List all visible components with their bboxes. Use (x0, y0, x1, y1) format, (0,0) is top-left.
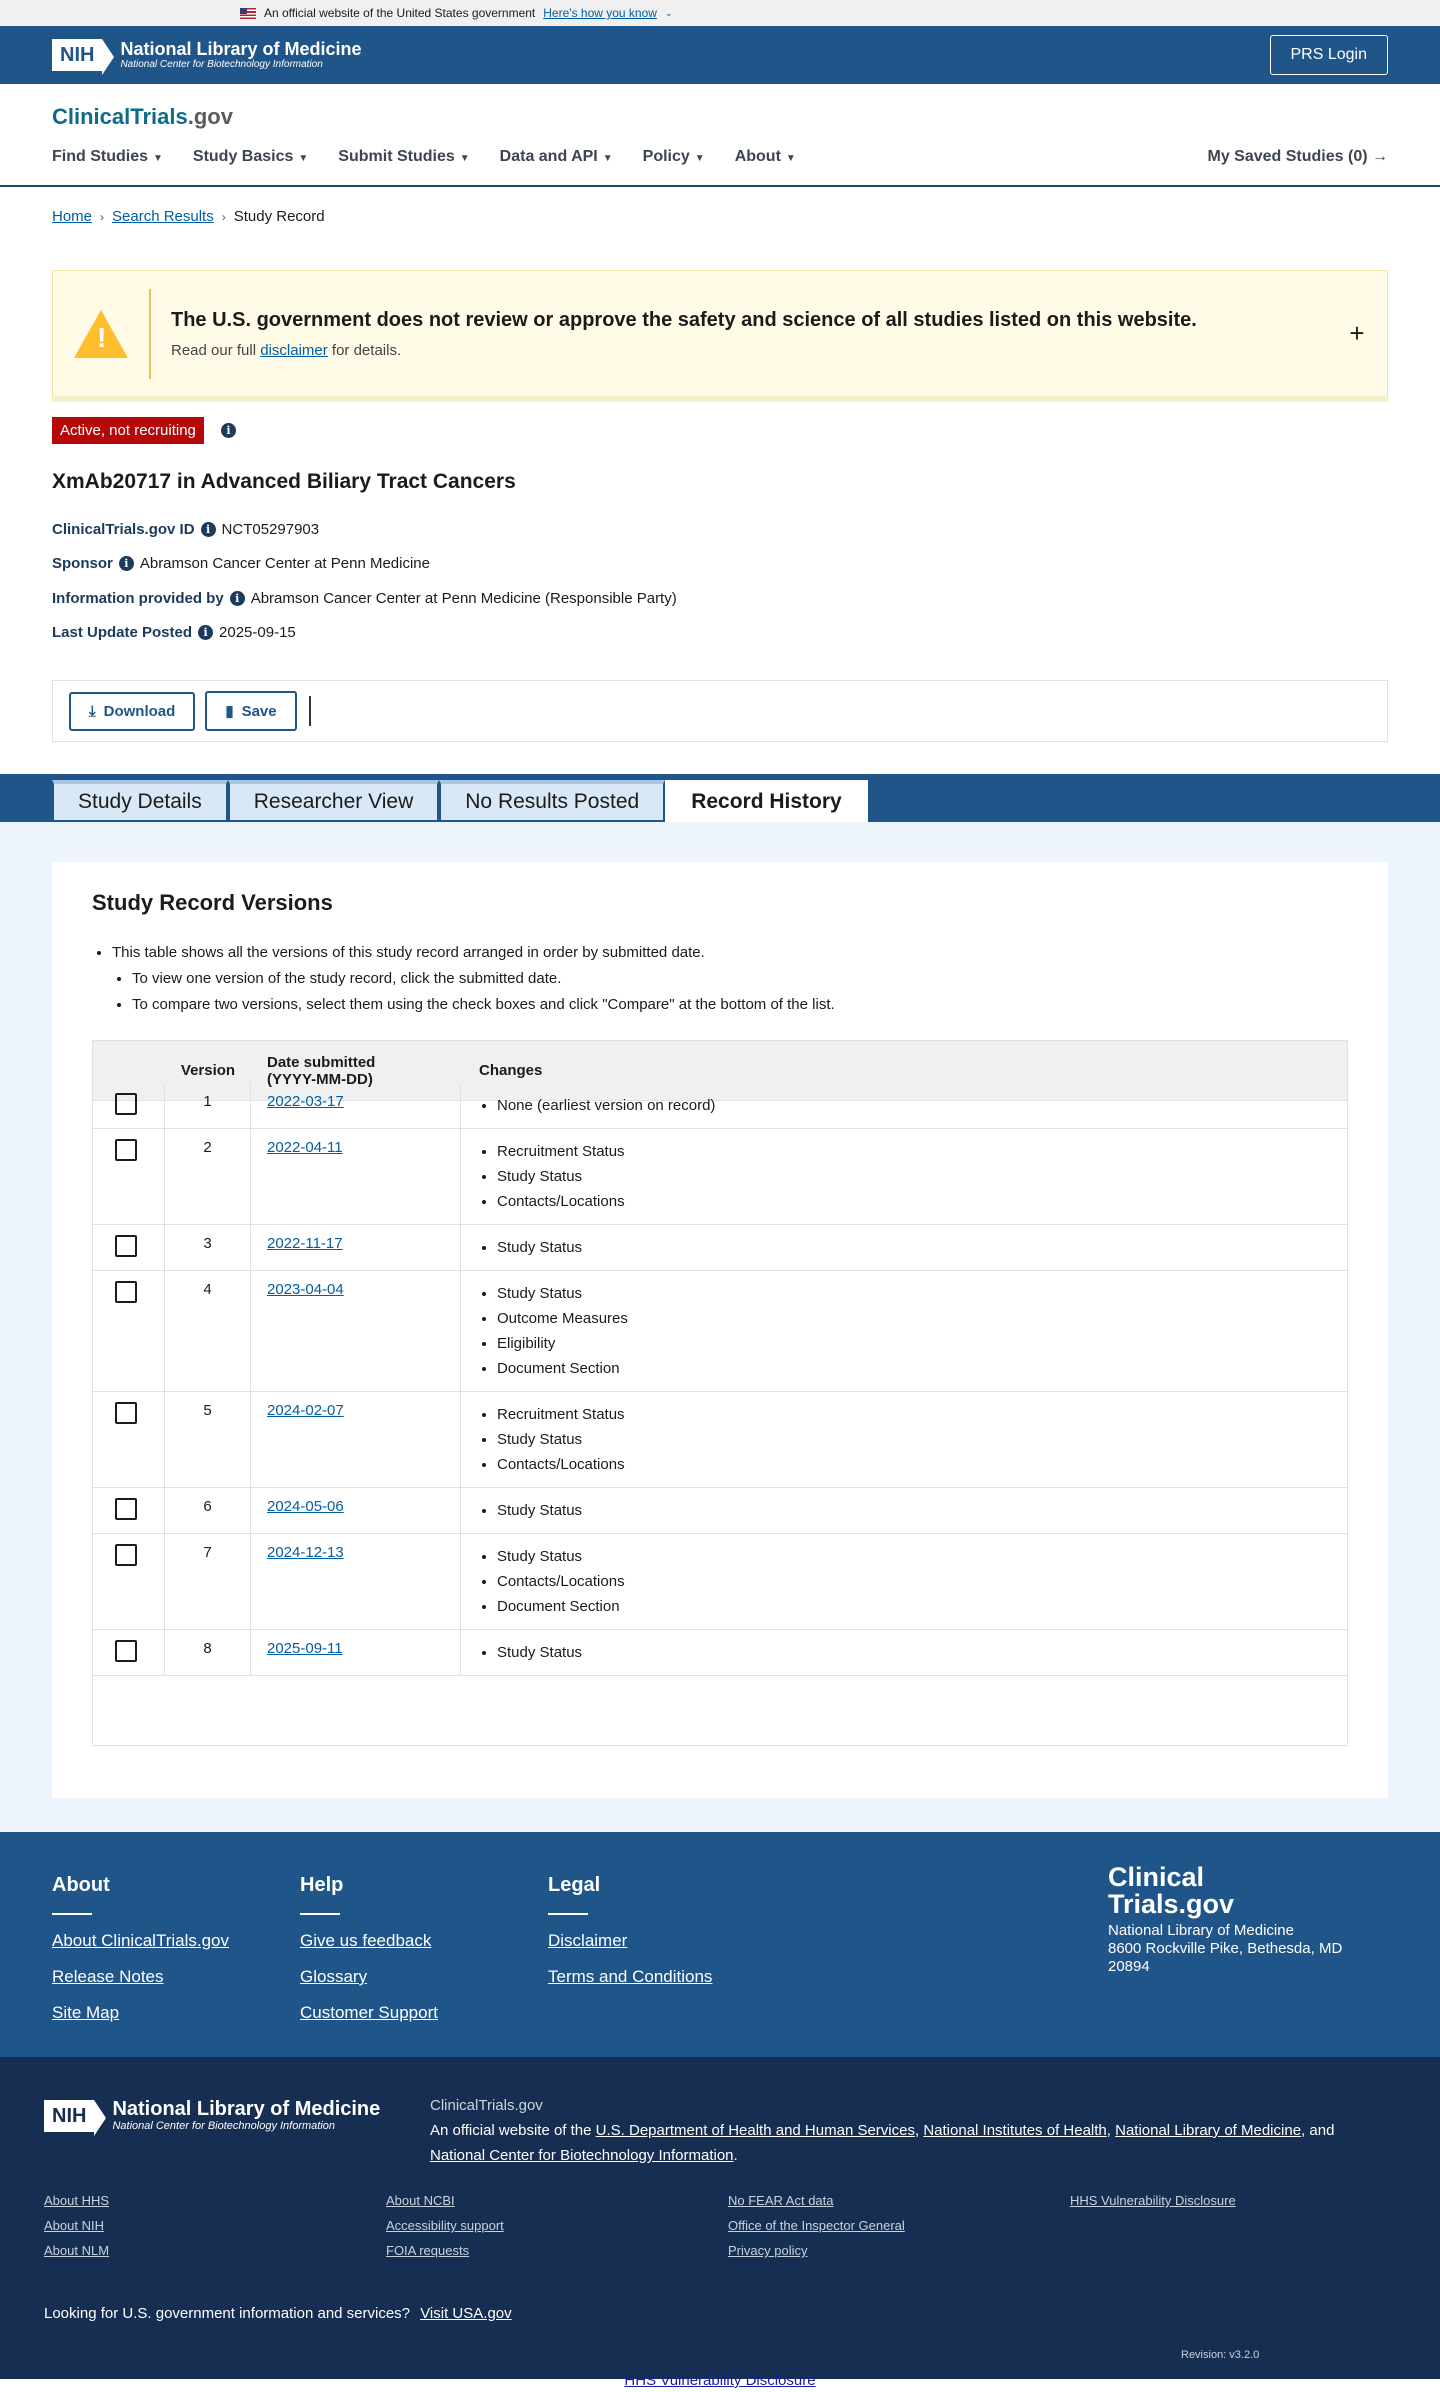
how-you-know-link[interactable]: Here's how you know (543, 6, 657, 20)
nav-submit-studies[interactable] (338, 148, 469, 166)
gov-banner-text: An official website of the United States government (264, 6, 536, 20)
version-number: 2 (165, 1129, 251, 1224)
nav-policy[interactable] (643, 148, 705, 166)
footer-link[interactable]: About HHS (44, 2193, 110, 2208)
footer-link[interactable]: HHS Vulnerability Disclosure (1070, 2193, 1236, 2208)
change-item: • Eligibility (497, 1331, 1347, 1356)
changes-cell (461, 1630, 1347, 1675)
date-cell (251, 1630, 461, 1675)
chevron-down-icon: ▼ (602, 153, 613, 164)
col-date-line2: (YYYY-MM-DD) (267, 1070, 373, 1088)
footer-link[interactable]: Privacy policy (728, 2243, 808, 2258)
change-item: • Study Status (497, 1498, 1347, 1523)
table-row (93, 1225, 1347, 1271)
breadcrumb-current: Study Record (233, 208, 325, 225)
nih-logo-icon: NIH (44, 2100, 94, 2132)
checkbox-cell (93, 1488, 165, 1533)
chevron-down-icon: ⌄ (664, 7, 673, 18)
footer-link[interactable]: Disclaimer (548, 1931, 628, 1950)
footer-site-name: ClinicalTrials.gov (430, 2097, 543, 2114)
change-item: • Outcome Measures (497, 1306, 1347, 1331)
nav-label: Find Studies (52, 148, 148, 165)
col-version: Version (180, 1062, 236, 1079)
changes-cell (461, 1488, 1347, 1533)
last-update-value: 2025-09-15 (219, 624, 296, 641)
footer-about-col (52, 1874, 229, 2039)
version-date-link[interactable]: 2022-04-11 (267, 1139, 343, 1156)
nav-label: Data and API (499, 148, 598, 165)
table-row (93, 1392, 1347, 1488)
changes-cell (461, 1271, 1347, 1391)
table-row (93, 1083, 1347, 1129)
footer-address-3: 20894 (1108, 1958, 1150, 1975)
footer-link[interactable]: Accessibility support (386, 2218, 504, 2233)
table-body (93, 1083, 1347, 1676)
info-provided-value: Abramson Cancer Center at Penn Medicine (Responsible Party) (250, 590, 677, 607)
footer-nih-link[interactable]: National Institutes of Health (923, 2122, 1107, 2139)
footer-address-2: 8600 Rockville Pike, Bethesda, MD (1108, 1940, 1343, 1957)
version-date-link[interactable]: 2024-02-07 (267, 1402, 344, 1419)
nav-study-basics[interactable] (193, 148, 308, 166)
change-item: • Document Section (497, 1594, 1347, 1619)
nlm-footer-logo[interactable] (44, 2099, 380, 2132)
change-item: • Study Status (497, 1640, 1347, 1665)
date-cell (251, 1534, 461, 1629)
footer-legal-col (548, 1874, 712, 2003)
usa-gov-link[interactable]: Visit USA.gov (420, 2305, 512, 2322)
footer-ncbi-link[interactable]: National Center for Biotechnology Information (430, 2147, 734, 2164)
version-checkbox[interactable] (115, 1235, 137, 1257)
footer-link[interactable]: Office of the Inspector General (728, 2218, 905, 2233)
nlm-subtitle: National Center for Biotechnology Information (120, 58, 323, 70)
sponsor-value: Abramson Cancer Center at Penn Medicine (139, 555, 430, 572)
version-checkbox[interactable] (115, 1402, 137, 1424)
checkbox-cell (93, 1534, 165, 1629)
disclaimer-pre: Read our full (171, 341, 257, 359)
logo-main: ClinicalTrials (52, 104, 188, 129)
breadcrumb (52, 208, 325, 225)
change-item: • Document Section (497, 1356, 1347, 1381)
change-item: • Contacts/Locations (497, 1452, 1347, 1477)
expand-plus-icon[interactable]: + (1349, 318, 1365, 348)
footer-help-heading: Help (300, 1874, 344, 1896)
info-icon[interactable]: i (230, 591, 245, 606)
nav-label: Submit Studies (338, 148, 455, 165)
tab-record-history[interactable]: Record History (665, 780, 868, 822)
footer-link[interactable]: Customer Support (300, 2003, 438, 2022)
footer-link[interactable]: FOIA requests (386, 2243, 470, 2258)
version-date-link[interactable]: 2023-04-04 (267, 1281, 344, 1298)
note-main: • This table shows all the versions of this study record arranged in order by submitted date. (112, 940, 835, 966)
record-history-panel (52, 862, 1388, 1798)
date-cell (251, 1392, 461, 1487)
change-item: • Study Status (497, 1281, 1347, 1306)
vulnerability-disclosure-link[interactable]: HHS Vulnerability Disclosure (624, 2372, 816, 2389)
version-number: 3 (165, 1225, 251, 1270)
col-date-line1: Date submitted (267, 1053, 376, 1071)
note-sub-1: • To view one version of the study record, click the submitted date. (132, 966, 835, 992)
footer-logo-line2: Trials.gov (1108, 1889, 1235, 1919)
changes-cell (461, 1083, 1347, 1128)
versions-table (92, 1040, 1348, 1746)
nav-data-api[interactable] (500, 148, 613, 166)
info-icon[interactable]: i (201, 522, 216, 537)
change-item: • None (earliest version on record) (497, 1093, 1347, 1118)
versions-notes (112, 940, 835, 1018)
table-row (93, 1271, 1347, 1392)
footer-link[interactable]: About NCBI (386, 2193, 455, 2208)
revision-label: Revision: v3.2.0 (1181, 2349, 1260, 2361)
chevron-right-icon: › (100, 209, 105, 224)
disclaimer-alert (52, 270, 1388, 402)
version-date-link[interactable]: 2024-12-13 (267, 1544, 344, 1561)
date-cell (251, 1129, 461, 1224)
footer-logo-line1: Clinical (1108, 1862, 1205, 1892)
footer-hhs-link[interactable]: U.S. Department of Health and Human Services (595, 2122, 915, 2139)
disclaimer-title: The U.S. government does not review or approve the safety and science of all studies listed on this website. (171, 308, 1197, 331)
footer-logo (1108, 1864, 1342, 1976)
disclaimer-subtext (171, 342, 1327, 359)
logo-suffix: .gov (187, 104, 233, 129)
tab-no-results-posted[interactable]: No Results Posted (439, 780, 665, 822)
footer-bottom-links (44, 2193, 1412, 2258)
change-item: • Contacts/Locations (497, 1189, 1347, 1214)
change-item: • Contacts/Locations (497, 1569, 1347, 1594)
nlm-logo[interactable] (52, 39, 362, 71)
footer-official-info: ClinicalTrials.gov An official website of the U.S. Department of Health and Human Services, National Institutes of Health, National Library of Medicine, and National Center for Biotechnology Information. (430, 2093, 1370, 2168)
study-id-value: NCT05297903 (221, 521, 320, 538)
date-cell (251, 1225, 461, 1270)
date-cell (251, 1271, 461, 1391)
download-icon: ⤓ (89, 702, 96, 720)
version-number: 8 (165, 1630, 251, 1675)
version-date-link[interactable]: 2024-05-06 (267, 1498, 344, 1515)
last-update-row (52, 624, 296, 641)
tab-study-details[interactable]: Study Details (52, 780, 228, 822)
version-date-link[interactable]: 2022-11-17 (267, 1235, 343, 1252)
change-item: • Recruitment Status (497, 1139, 1347, 1164)
footer-bottom (0, 2057, 1440, 2379)
sponsor-label: Sponsor (52, 555, 113, 572)
nav-label: Study Basics (192, 148, 294, 165)
change-item: • Study Status (497, 1544, 1347, 1569)
footer-nlm-title: National Library of Medicine (112, 2098, 381, 2120)
table-row (93, 1534, 1347, 1630)
footer-link[interactable]: Glossary (300, 1967, 368, 1986)
nav-find-studies[interactable] (52, 148, 163, 166)
arrow-right-icon: → (1372, 148, 1388, 165)
change-item: • Study Status (497, 1235, 1347, 1260)
version-checkbox[interactable] (115, 1498, 137, 1520)
col-changes: Changes (479, 1062, 543, 1079)
info-icon[interactable]: i (198, 625, 213, 640)
site-header (0, 84, 1440, 187)
checkbox-cell (93, 1083, 165, 1128)
info-icon[interactable]: i (221, 423, 236, 438)
note-sub-2: • To compare two versions, select them using the check boxes and click "Compare" at the bottom of the list. (132, 992, 835, 1018)
change-item: • Recruitment Status (497, 1402, 1347, 1427)
checkbox-cell (93, 1271, 165, 1391)
version-checkbox[interactable] (115, 1544, 137, 1566)
footer-link[interactable]: About NLM (44, 2243, 110, 2258)
download-label: Download (103, 702, 176, 720)
checkbox-cell (93, 1225, 165, 1270)
footer-help-col (300, 1874, 438, 2039)
chevron-down-icon: ▼ (298, 153, 309, 164)
nlm-title: National Library of Medicine (120, 39, 362, 60)
save-label: Save (241, 702, 277, 720)
bookmark-icon: ▮ (225, 703, 234, 720)
version-number: 4 (165, 1271, 251, 1391)
footer-official-pre: An official website of the (430, 2122, 592, 2139)
clinicaltrials-logo[interactable] (52, 104, 233, 130)
main-nav (52, 148, 796, 166)
version-checkbox[interactable] (115, 1093, 137, 1115)
checkbox-cell (93, 1129, 165, 1224)
version-date-link[interactable]: 2025-09-11 (267, 1640, 343, 1657)
footer-link[interactable]: Site Map (52, 2003, 120, 2022)
save-button[interactable] (205, 691, 296, 731)
nlm-header (0, 26, 1440, 84)
change-item: • Study Status (497, 1164, 1347, 1189)
prs-login-button[interactable]: PRS Login (1270, 35, 1389, 75)
date-cell (251, 1083, 461, 1128)
footer-link[interactable]: About ClinicalTrials.gov (52, 1931, 229, 1950)
tab-researcher-view[interactable]: Researcher View (228, 780, 440, 822)
chevron-down-icon: ▼ (785, 153, 796, 164)
footer-link[interactable]: About NIH (44, 2218, 104, 2233)
change-item: • Study Status (497, 1427, 1347, 1452)
table-row (93, 1129, 1347, 1225)
divider (309, 696, 311, 726)
breadcrumb-home[interactable]: Home (52, 208, 93, 225)
table-row (93, 1630, 1347, 1676)
checkbox-cell (93, 1630, 165, 1675)
nav-about[interactable] (735, 148, 796, 166)
study-id-row (52, 521, 319, 538)
footer-and: and (1309, 2122, 1335, 2139)
chevron-down-icon: ▼ (153, 153, 163, 164)
nih-logo-icon: NIH (52, 39, 102, 71)
warning-icon: ! (53, 310, 149, 358)
footer-nlm-link[interactable]: National Library of Medicine (1115, 2122, 1302, 2139)
info-provided-label: Information provided by (52, 590, 224, 607)
table-row (93, 1488, 1347, 1534)
changes-cell (461, 1225, 1347, 1270)
version-checkbox[interactable] (115, 1139, 137, 1161)
action-bar (52, 680, 1388, 742)
gov-banner (0, 0, 1440, 26)
study-title: XmAb20717 in Advanced Biliary Tract Cancers (52, 470, 516, 493)
saved-studies-label: My Saved Studies (0) (1207, 148, 1368, 165)
date-cell (251, 1488, 461, 1533)
version-number: 7 (165, 1534, 251, 1629)
nav-label: About (734, 148, 781, 165)
sponsor-row (52, 555, 430, 572)
nav-label: Policy (642, 148, 690, 165)
study-id-label: ClinicalTrials.gov ID (52, 521, 195, 538)
footer-legal-heading: Legal (548, 1874, 601, 1896)
footer-link[interactable]: Release Notes (52, 1967, 164, 1986)
usa-gov-row (44, 2305, 512, 2322)
status-badge: Active, not recruiting (52, 417, 204, 444)
disclaimer-post: for details. (331, 341, 402, 359)
footer-link[interactable]: Give us feedback (300, 1931, 432, 1950)
versions-heading: Study Record Versions (92, 890, 333, 915)
disclaimer-link[interactable]: disclaimer (260, 341, 328, 359)
footer-about-heading: About (52, 1874, 110, 1896)
chevron-down-icon: ▼ (459, 153, 470, 164)
checkbox-cell (93, 1392, 165, 1487)
version-checkbox[interactable] (115, 1640, 137, 1662)
us-flag-icon (240, 8, 256, 19)
info-icon[interactable]: i (119, 556, 134, 571)
usa-gov-text: Looking for U.S. government information and services? (44, 2305, 411, 2322)
version-date-link[interactable]: 2022-03-17 (267, 1093, 344, 1110)
chevron-down-icon: ▼ (694, 153, 705, 164)
vulnerability-disclosure-row (0, 2372, 1440, 2389)
version-checkbox[interactable] (115, 1281, 137, 1303)
changes-cell (461, 1534, 1347, 1629)
footer-nlm-subtitle: National Center for Biotechnology Information (112, 2120, 336, 2132)
study-tabs (52, 780, 868, 822)
footer-address-1: National Library of Medicine (1108, 1922, 1294, 1939)
chevron-right-icon: › (221, 209, 226, 224)
breadcrumb-search-results[interactable]: Search Results (112, 208, 214, 225)
version-number: 1 (165, 1083, 251, 1128)
info-provided-row (52, 590, 677, 607)
changes-cell (461, 1129, 1347, 1224)
saved-studies-link[interactable] (1208, 148, 1389, 166)
footer (0, 1832, 1440, 2057)
version-number: 5 (165, 1392, 251, 1487)
changes-cell (461, 1392, 1347, 1487)
last-update-label: Last Update Posted (52, 624, 193, 641)
footer-link[interactable]: Terms and Conditions (548, 1967, 713, 1986)
download-button[interactable] (69, 692, 195, 731)
footer-link[interactable]: No FEAR Act data (728, 2193, 834, 2208)
version-number: 6 (165, 1488, 251, 1533)
